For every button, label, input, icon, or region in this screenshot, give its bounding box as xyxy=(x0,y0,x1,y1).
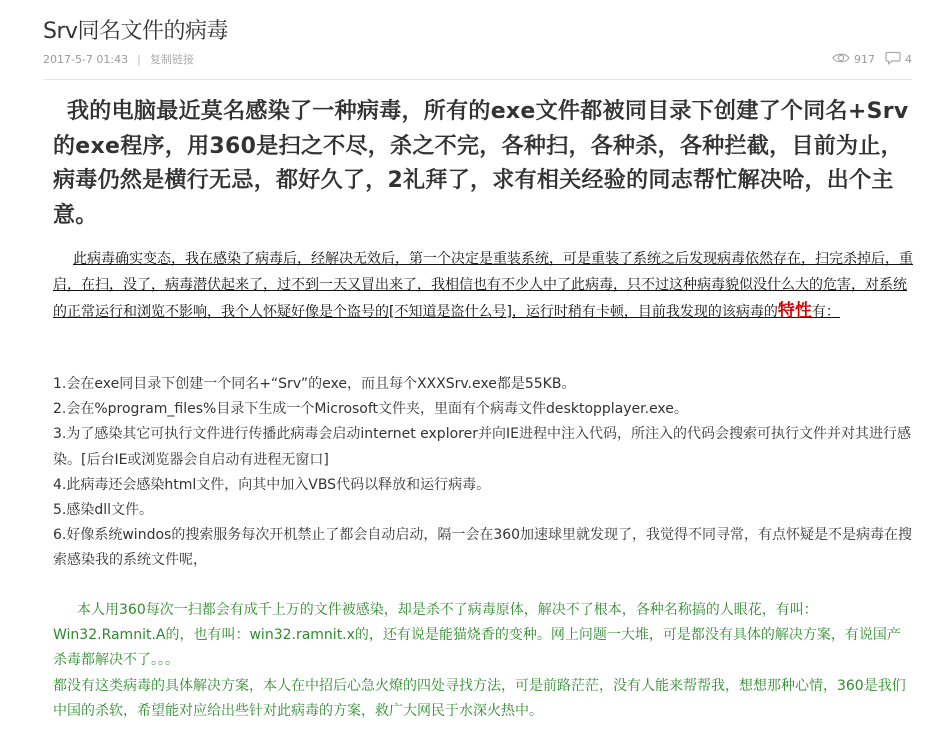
comment-icon[interactable] xyxy=(885,51,901,68)
list-item: 4.此病毒还会感染html文件，向其中加入VBS代码以释放和运行病毒。 xyxy=(53,476,491,493)
list-item: 5.感染dll文件。 xyxy=(53,502,154,519)
post-stats xyxy=(832,51,912,68)
green-paragraph-1 xyxy=(53,598,913,674)
headline-text: 我的电脑最近莫名感染了一种病毒，所有的exe文件都被同目录下创建了个同名+Srv的exe程序，用360是扫之不尽，杀之不完，各种扫，各种杀，各种拦截，目前为止，病毒仍然是横行无忌，都好久了，2礼拜了，求有相关经验的同志帮忙解决哈，出个主意。 xyxy=(53,99,909,228)
list-item: 6.好像系统windos的搜索服务每次开机禁止了都会自动启动，隔一会在360加速球里就发现了，我觉得不同寻常，有点怀疑是不是病毒在搜索感染我的系统文件呢， xyxy=(53,527,913,569)
comment-count: 4 xyxy=(905,53,912,66)
feature-list xyxy=(53,372,913,574)
post-headline xyxy=(53,95,913,233)
green-paragraph-2: 都没有这类病毒的具体解决方案，本人在中招后心急火燎的四处寻找方法，可是前路茫茫，没有人能来帮帮我，想想那种心情，360是我们中国的杀软，希望能对应给出些针对此病毒的方案，救广大网民于水深火热中。 xyxy=(53,677,906,719)
post-meta xyxy=(43,51,194,67)
header-divider xyxy=(43,79,912,80)
copy-link-button[interactable]: 复制链接 xyxy=(149,53,194,66)
post-date: 2017-5-7 01:43 xyxy=(43,52,129,66)
list-item: 2.会在%program_files%目录下生成一个Microsoft文件夹，里面有个病毒文件desktopplayer.exe。 xyxy=(53,401,688,418)
green-paragraph-1-text: 本人用360每次一扫都会有成千上万的文件被感染，却是杀不了病毒原体，解决不了根本，各种名称搞的人眼花，有叫：Win32.Ramnit.A的，也有叫：win32.ramnit.x的，还有说是能猫烧香的变种。网上问题一大堆，可是都没有具体的解决方案，有说国产杀毒都解决不了。。。 xyxy=(53,602,901,669)
green-paragraphs xyxy=(53,598,913,724)
intro-tail: 有： xyxy=(811,304,840,320)
page-title: Srv同名文件的病毒 xyxy=(43,19,229,44)
eye-icon xyxy=(832,52,850,67)
list-item: 3.为了感染其它可执行文件进行传播此病毒会启动internet explorer并向IE进程中注入代码，所注入的代码会搜索可执行文件并对其进行感染。[后台IE或浏览器会自启动有进程无窗口] xyxy=(53,426,911,468)
list-item: 1.会在exe同目录下创建一个同名+“Srv”的exe，而且每个XXXSrv.exe都是55KB。 xyxy=(53,376,576,392)
view-count: 917 xyxy=(854,53,875,66)
intro-highlight: 特性 xyxy=(777,301,812,321)
intro-text: 此病毒确实变态，我在感染了病毒后，经解决无效后，第一个决定是重装系统，可是重装了系统之后发现病毒依然存在，扫完杀掉后，重启，在扫，没了，病毒潜伏起来了，过不到一天又冒出来了，我相信也有不少人中了此病毒，只不过这种病毒貌似没什么大的危害，对系统的正常运行和浏览不影响，我个人怀疑好像是个盗号的[不知道是盗什么号]，运行时稍有卡顿，目前我发现的该病毒的 xyxy=(53,251,913,320)
meta-separator: | xyxy=(137,52,141,66)
intro-paragraph xyxy=(53,246,913,325)
